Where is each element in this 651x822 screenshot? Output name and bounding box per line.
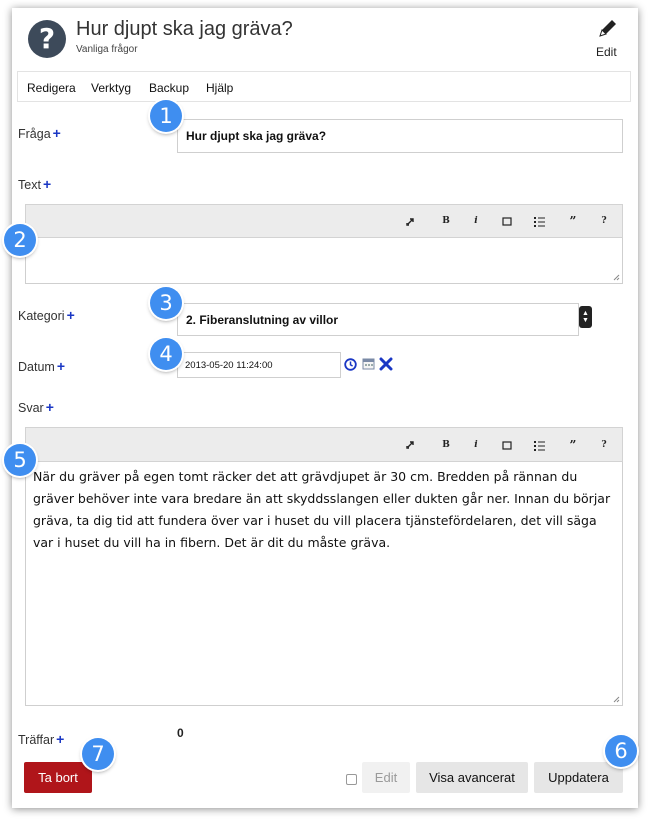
- badge-5: 5: [4, 444, 36, 476]
- help-toolbar-icon[interactable]: ?: [601, 439, 607, 450]
- menu-item-verktyg[interactable]: Verktyg: [91, 81, 132, 95]
- hits-label-text: Träffar: [18, 733, 55, 747]
- hits-value: 0: [177, 726, 184, 740]
- arrow-down-icon: ▼: [582, 317, 589, 324]
- answer-label: [18, 399, 54, 415]
- hits-label: [18, 731, 64, 747]
- edit-button[interactable]: Edit: [362, 762, 410, 793]
- category-selected-value: 2. Fiberanslutning av villor: [186, 312, 339, 327]
- date-add-icon[interactable]: +: [56, 358, 66, 374]
- menu-item-hjalp[interactable]: Hjälp: [206, 81, 234, 95]
- question-add-icon[interactable]: +: [52, 125, 61, 141]
- list-icon[interactable]: [534, 216, 545, 227]
- help-icon: ?: [28, 20, 66, 58]
- answer-label-text: Svar: [18, 401, 44, 415]
- text-editor-toolbar: [25, 204, 623, 238]
- category-label: [18, 307, 75, 323]
- date-label-text: Datum: [18, 360, 55, 374]
- badge-7: 7: [82, 738, 114, 770]
- select-arrows-icon[interactable]: [579, 306, 592, 328]
- box-icon[interactable]: [502, 217, 512, 226]
- menu-item-backup[interactable]: Backup: [149, 81, 190, 95]
- resize-grip-icon[interactable]: [612, 273, 620, 281]
- resize-grip-icon[interactable]: [612, 695, 620, 703]
- answer-add-icon[interactable]: +: [45, 399, 54, 415]
- list-icon[interactable]: [534, 440, 545, 451]
- page-title: Hur djupt ska jag gräva?: [76, 18, 293, 40]
- help-toolbar-icon[interactable]: ?: [601, 216, 607, 226]
- badge-1: 1: [150, 100, 182, 132]
- quote-icon[interactable]: ”: [569, 437, 577, 452]
- advanced-button[interactable]: Visa avancerat: [416, 762, 528, 793]
- date-label: [18, 358, 65, 374]
- menu-item-redigera[interactable]: Redigera: [27, 81, 76, 95]
- arrow-up-icon: ▲: [582, 310, 589, 317]
- badge-2: 2: [4, 224, 36, 256]
- calendar-icon[interactable]: [362, 357, 375, 370]
- text-label-text: Text: [18, 178, 41, 192]
- clock-icon[interactable]: [344, 358, 357, 371]
- quote-icon[interactable]: ”: [569, 214, 577, 228]
- pencil-icon[interactable]: [596, 18, 620, 40]
- edit-link[interactable]: Edit: [596, 45, 617, 59]
- answer-editor-toolbar: [25, 427, 623, 462]
- box-icon[interactable]: [502, 441, 512, 450]
- text-add-icon[interactable]: +: [42, 176, 52, 192]
- bold-icon[interactable]: B: [442, 216, 450, 226]
- answer-editor-content: När du gräver på egen tomt räcker det att grävdjupet är 30 cm. Bredden på rännan du gräver behöver inte vara bredare än att skyddsslangen eller dukten går ner. Innan du börjar gräva, ta dig tid att fundera över var i huset du vill placera tjänstefördelaren, det vill säga var i huset du vill ha in fibern. Det är dit du måste gräva.: [33, 469, 611, 550]
- badge-6: 6: [605, 735, 637, 767]
- question-label: [18, 125, 61, 141]
- question-input[interactable]: [177, 119, 623, 153]
- category-select[interactable]: [177, 303, 589, 336]
- text-label: [18, 176, 51, 192]
- clear-x-icon[interactable]: [379, 357, 393, 371]
- question-label-text: Fråga: [18, 127, 51, 141]
- delete-button[interactable]: Ta bort: [24, 762, 92, 793]
- form-window: [12, 8, 638, 808]
- update-button[interactable]: Uppdatera: [534, 762, 623, 793]
- answer-editor[interactable]: [25, 462, 623, 706]
- edit-checkbox[interactable]: [346, 774, 357, 785]
- text-editor[interactable]: [25, 238, 623, 284]
- menu-bar: [17, 71, 631, 102]
- link-icon[interactable]: [406, 217, 416, 227]
- bold-icon[interactable]: B: [442, 439, 450, 450]
- italic-icon[interactable]: i: [474, 216, 478, 226]
- badge-4: 4: [150, 338, 182, 370]
- text-editor-content: [26, 238, 622, 246]
- category-label-text: Kategori: [18, 309, 65, 323]
- italic-icon[interactable]: i: [474, 439, 478, 450]
- link-icon[interactable]: [406, 440, 416, 450]
- date-input[interactable]: [177, 352, 341, 378]
- page-subtitle: Vanliga frågor: [76, 44, 138, 55]
- category-add-icon[interactable]: +: [66, 307, 75, 323]
- badge-3: 3: [150, 287, 182, 319]
- hits-add-icon[interactable]: +: [56, 731, 65, 747]
